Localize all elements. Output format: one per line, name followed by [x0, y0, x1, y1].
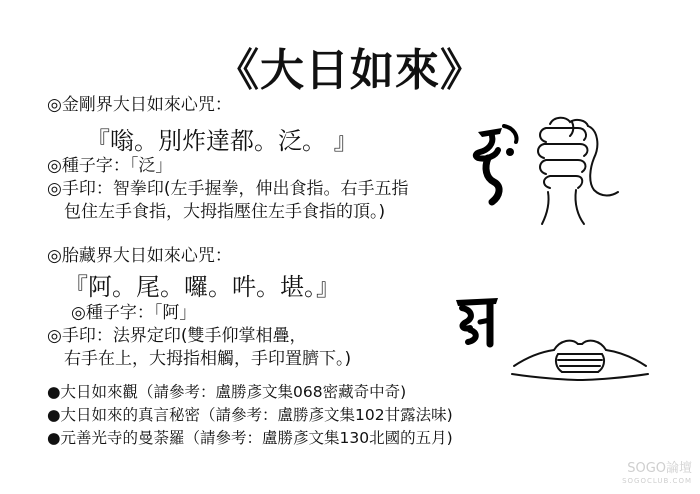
- section2-mudra-line2: 右手在上，大拇指相觸，手印置臍下。): [64, 349, 352, 369]
- section1-seed-syllable: ◎種子字：「泛」: [47, 156, 173, 176]
- section1-heading: ◎金剛界大日如來心咒：: [47, 95, 232, 115]
- section2-seed-syllable: ◎種子字：「阿」: [71, 303, 197, 323]
- a-seed-glyph: [452, 292, 506, 348]
- section1-mudra-line1: ◎手印：智拳印(左手握拳，伸出食指。右手五指: [47, 179, 409, 199]
- reference-item[interactable]: ●大日如來的真言秘密（請參考：盧勝彥文集102甘露法味): [47, 406, 453, 424]
- section2-heading: ◎胎藏界大日如來心咒：: [47, 246, 232, 266]
- reference-item[interactable]: ●元善光寺的曼荼羅（請參考：盧勝彥文集130北國的五月): [47, 429, 453, 447]
- vam-seed-glyph: [470, 122, 522, 208]
- section1-mantra: 『嗡。別炸達都。泛。 』: [86, 127, 358, 155]
- section2-mudra-line1: ◎手印：法界定印(雙手仰掌相疊，: [47, 326, 307, 346]
- section1-mudra-line2: 包住左手食指，大拇指壓住左手食指的頂。): [64, 202, 386, 222]
- page-title: 《大日如來》: [215, 45, 485, 96]
- wisdom-fist-mudra-icon: [528, 112, 624, 226]
- watermark: [622, 462, 692, 488]
- watermark-main: SOGO論壇: [627, 461, 692, 476]
- dhyana-mudra-icon: [508, 330, 652, 386]
- section2-mantra: 『阿。尾。囉。吽。堪。』: [64, 273, 340, 301]
- watermark-sub: SOGOCLUB.COM: [622, 477, 692, 485]
- reference-item[interactable]: ●大日如來觀（請參考：盧勝彥文集068密藏奇中奇): [47, 383, 407, 401]
